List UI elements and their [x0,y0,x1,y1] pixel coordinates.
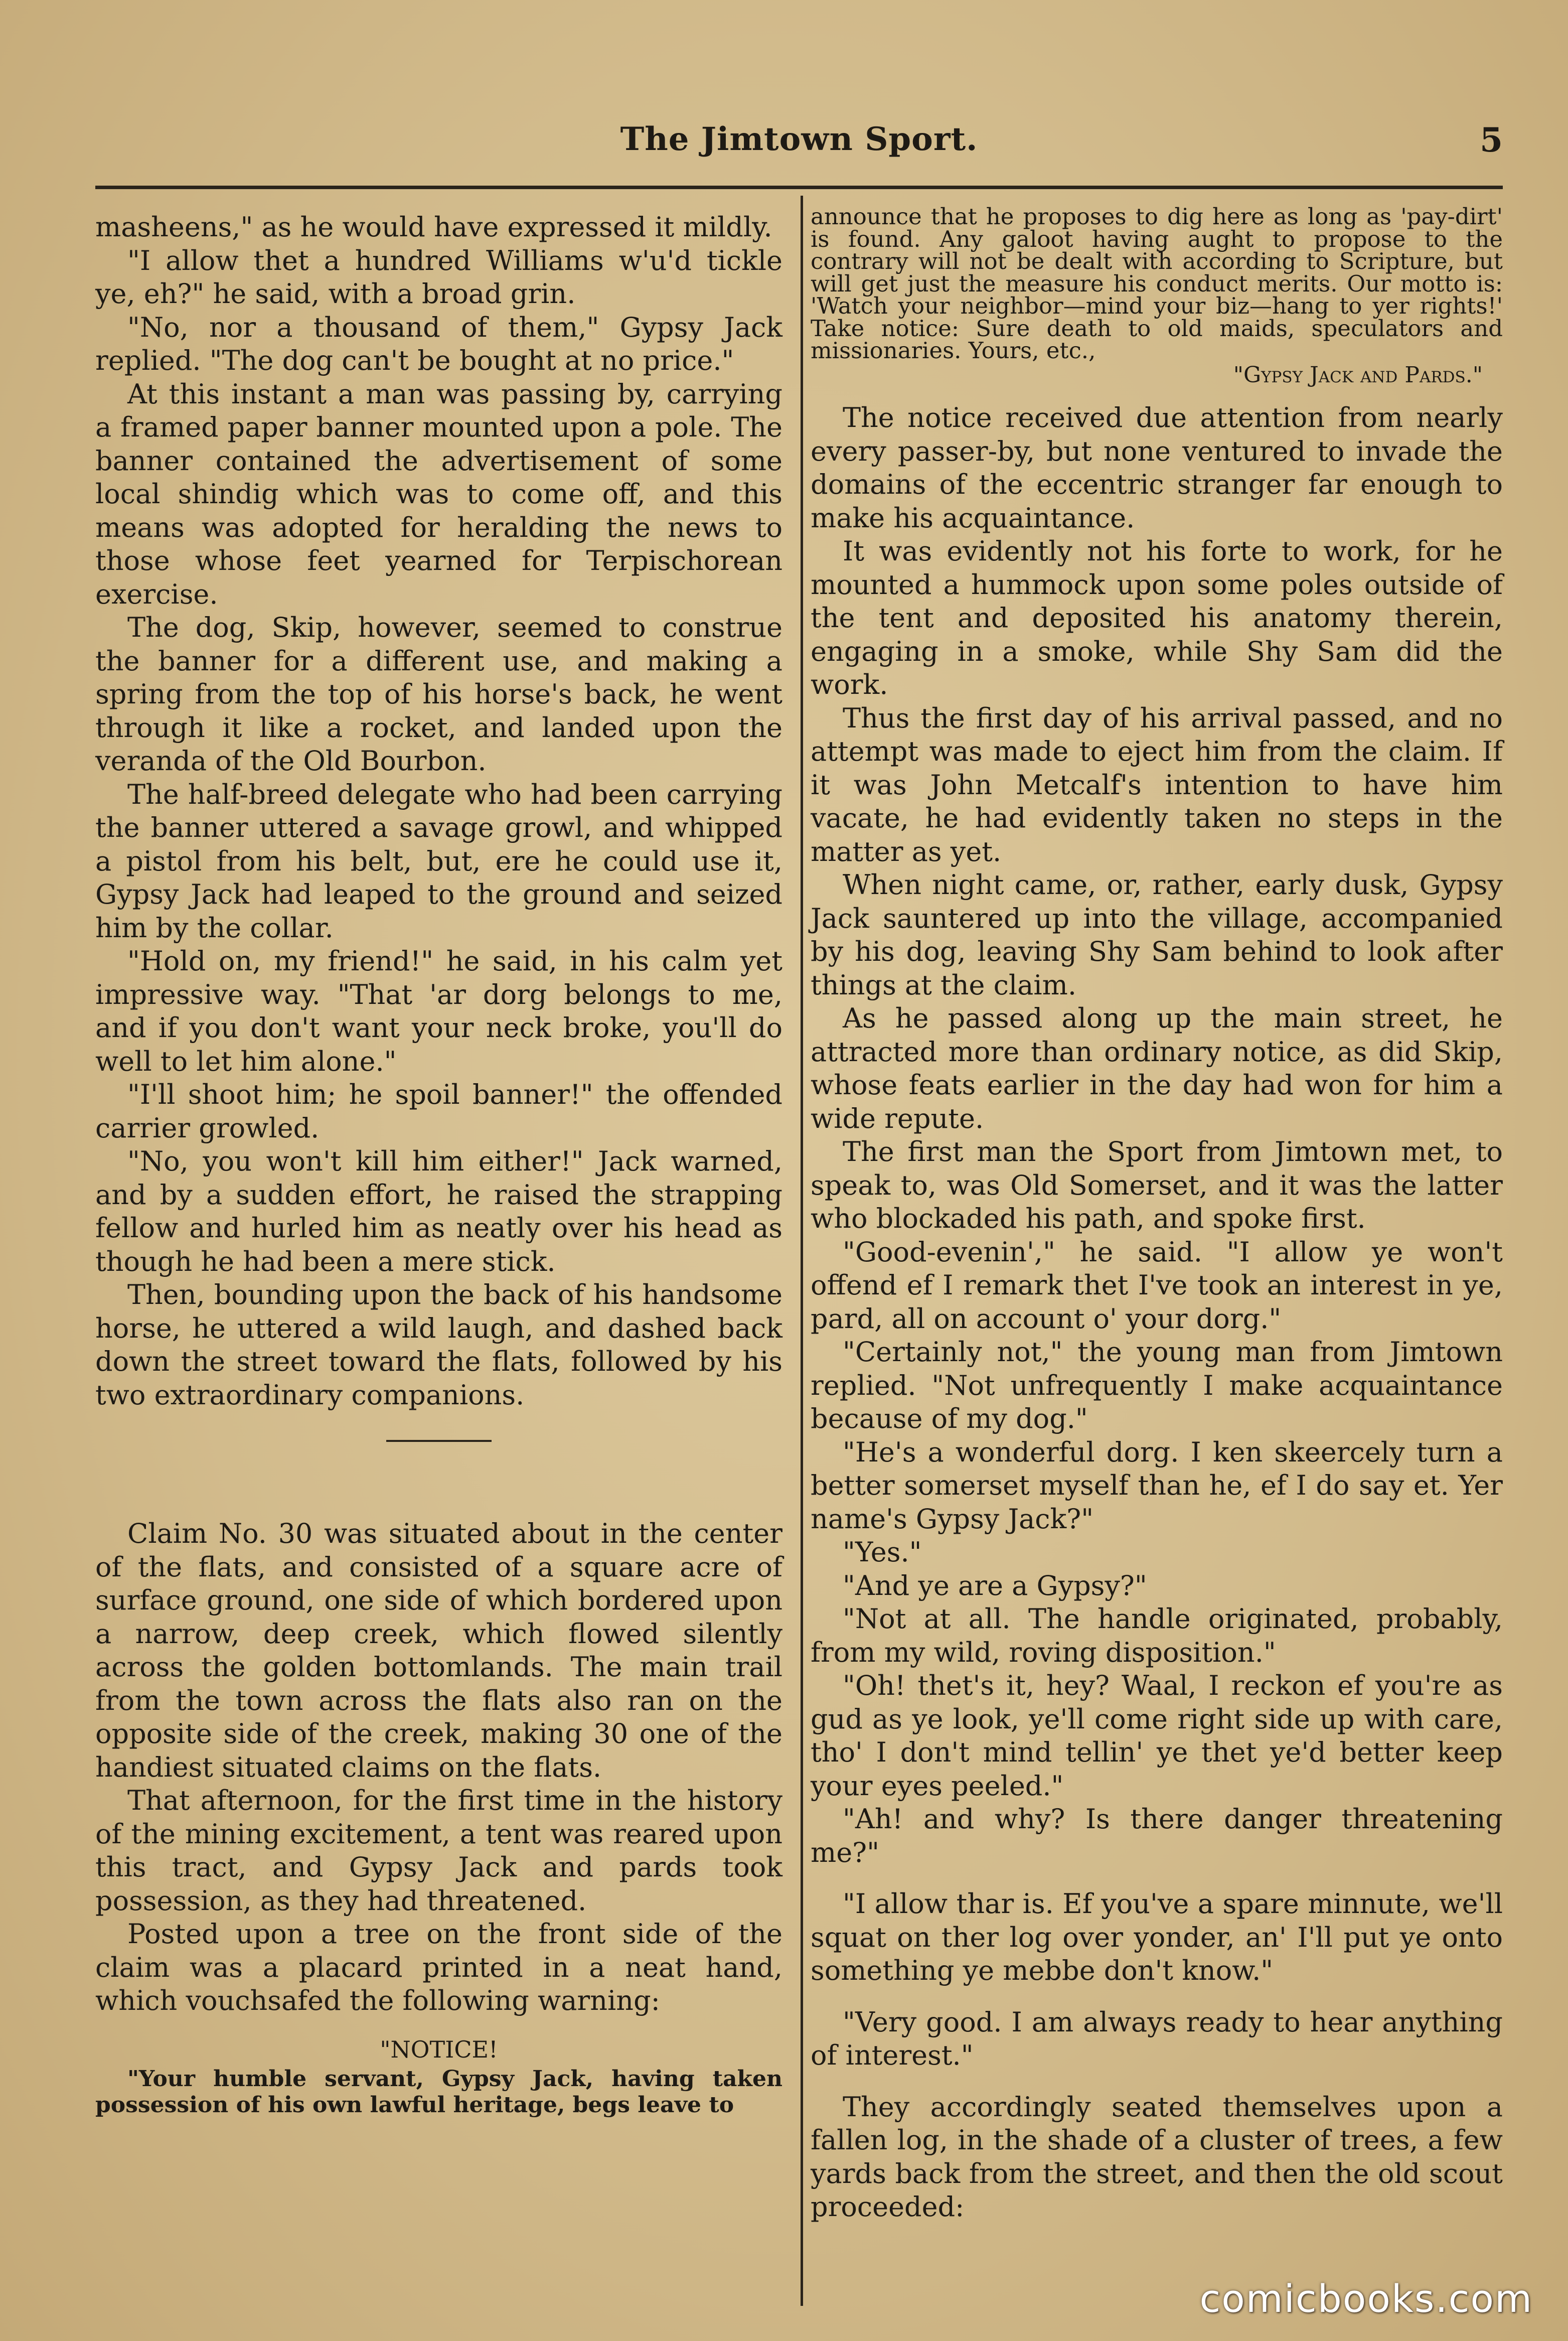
notice-text: "Your humble servant, Gypsy Jack, having taken possession of his own lawful heritage, begs leave to [95,2066,782,2118]
paragraph: That afternoon, for the first time in the history of the mining excitement, a tent was reared upon this tract, and Gypsy Jack and pards took possession, as they had threatened. [95,1785,782,1917]
paragraph: The notice received due attention from nearly every passer-by, but none ventured to invade the domains of the eccentric stranger far enough to make his acquaintance. [811,402,1503,534]
paragraph: At this instant a man was passing by, carrying a framed paper banner mounted upon a pole. The banner contained the advertisement of some local shindig which was to come off, and this means was adopted for heralding the news to those whose feet yearned for Terpischorean exercise. [95,378,782,610]
paragraph: Thus the first day of his arrival passed, and no attempt was made to eject him from the claim. If it was John Metcalf's intention to have him vacate, he had evidently taken no steps in the matter as yet. [811,702,1503,867]
paragraph: "Certainly not," the young man from Jimtown replied. "Not unfrequently I make acquaintance because of my dog." [811,1336,1503,1434]
running-title: The Jimtown Sport. [620,120,978,158]
paragraph: "Hold on, my friend!" he said, in his calm yet impressive way. "That 'ar dorg belongs to me, and if you don't want your neck broke, you'll do well to let him alone." [95,945,782,1077]
paragraph: "No, you won't kill him either!" Jack warned, and by a sudden effort, he raised the strapping fellow and hurled him as neatly over his head as though he had been a mere stick. [95,1145,782,1277]
paragraph: As he passed along up the main street, he attracted more than ordinary notice, as did Skip, whose feats earlier in the day had won for him a wide repute. [811,1002,1503,1134]
watermark: comicbooks.com [1199,2276,1533,2321]
paragraph: "Yes." [843,1536,922,1568]
paragraph: "Oh! thet's it, hey? Waal, I reckon ef you're as gud as ye look, ye'll come right side up with care, tho' I don't mind tellin' ye thet ye'd better keep your eyes peeled." [811,1670,1503,1802]
paragraph: "Very good. I am always ready to hear anything of interest." [811,2006,1503,2071]
paragraph: The first man the Sport from Jimtown met, to speak to, was Old Somerset, and it was the latter who blockaded his path, and spoke first. [811,1136,1503,1234]
notice-signature: "Gypsy Jack and Pards." [1233,362,1483,388]
paragraph: Claim No. 30 was situated about in the center of the flats, and consisted of a square acre of surface ground, one side of which bordered upon a narrow, deep creek, which flowed silently across the golden bottomlands. The main trail from the town across the flats also ran on the opposite side of the creek, making 30 one of the handiest situated claims on the flats. [95,1518,782,1783]
paragraph: When night came, or, rather, early dusk, Gypsy Jack sauntered up into the village, accompanied by his dog, leaving Shy Sam behind to look after things at the claim. [811,869,1503,1001]
section-separator [386,1440,492,1442]
paragraph: The dog, Skip, however, seemed to construe the banner for a different use, and making a spring from the top of his horse's back, he went through it like a rocket, and landed upon the veranda of the Old Bourbon. [95,612,782,777]
paragraph: It was evidently not his forte to work, for he mounted a hummock upon some poles outside of the tent and deposited his anatomy therein, engaging in a smoke, while Shy Sam did the work. [811,535,1503,700]
paragraph: masheens," as he would have expressed it mildly. [95,211,772,243]
page-header [95,120,1503,171]
paragraph: "Good-evenin'," he said. "I allow ye won't offend ef I remark thet I've took an interest in ye, pard, all on account o' your dorg." [811,1236,1503,1335]
paragraph: "I'll shoot him; he spoil banner!" the offended carrier growled. [95,1079,782,1144]
paragraph: They accordingly seated themselves upon a fallen log, in the shade of a cluster of trees, a few yards back from the street, and then the old scout proceeded: [811,2091,1503,2223]
paragraph: "Not at all. The handle originated, probably, from my wild, roving disposition." [811,1603,1503,1668]
right-column [811,203,1503,2224]
paragraph: "He's a wonderful dorg. I ken skeercely turn a better somerset myself than he, ef I do say et. Yer name's Gypsy Jack?" [811,1436,1503,1535]
paragraph: The half-breed delegate who had been carrying the banner uttered a savage growl, and whipped a pistol from his belt, but, ere he could use it, Gypsy Jack had leaped to the ground and seized him by the collar. [95,778,782,944]
column-divider [801,196,803,2306]
notice-continued-block [811,203,1503,388]
notice-continued: announce that he proposes to dig here as long as 'pay-dirt' is found. Any galoot having aught to propose to the contrary will not be dealt with according to Scripture, but will get just the measure his conduct merits. Our motto is: 'Watch your neighbor—mind your biz—hang to yer rights!' Take notice: Sure death to old maids, speculators and missionaries. Yours, etc., [811,203,1503,364]
paragraph: "I allow thar is. Ef you've a spare minnute, we'll squat on ther log over yonder, an' I'll put ye onto something ye mebbe don't know." [811,1888,1503,1986]
page-number: 5 [1480,120,1503,160]
paragraph: "I allow thet a hundred Williams w'u'd tickle ye, eh?" he said, with a broad grin. [95,244,782,310]
left-column [95,211,782,2118]
paragraph: "Ah! and why? Is there danger threatening me?" [811,1803,1503,1868]
paragraph: "And ye are a Gypsy?" [843,1569,1147,1601]
paragraph: Posted upon a tree on the front side of the claim was a placard printed in a neat hand, which vouchsafed the following warning: [95,1918,782,2016]
paragraph: "No, nor a thousand of them," Gypsy Jack replied. "The dog can't be bought at no price." [95,311,782,376]
notice-heading: "NOTICE! [380,2035,498,2063]
header-rule [95,186,1503,189]
paragraph: Then, bounding upon the back of his handsome horse, he uttered a wild laugh, and dashed back down the street toward the flats, followed by his two extraordinary companions. [95,1279,782,1411]
